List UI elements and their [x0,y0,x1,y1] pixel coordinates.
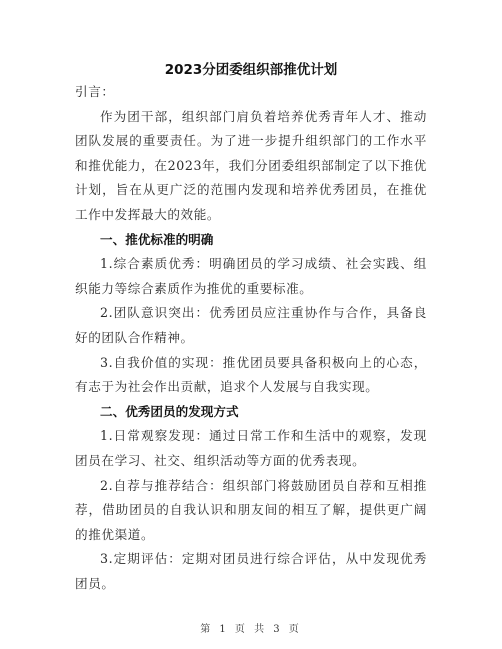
intro-label: 引言： [75,84,115,99]
section-item: 3.定期评估：定期对团员进行综合评估，从中发现优秀团员。 [75,551,427,591]
section-item: 2.团队意识突出：优秀团员应注重协作与合作，具备良好的团队合作精神。 [75,305,427,345]
document-body [75,80,427,596]
section-heading: 一、推优标准的明确 [100,231,214,247]
intro-paragraph: 作为团干部，组织部门肩负着培养优秀青年人才、推动团队发展的重要责任。为了进一步提升组织部门的工作水平和推优能力，在2023年，我们分团委组织部制定了以下推优计划，旨在从更广泛的范围内发现和培养优秀团员，在推优工作中发挥最大的效能。 [75,108,427,222]
document-title: 2023分团委组织部推优计划 [164,62,338,78]
section-item: 3.自我价值的实现：推优团员要具备积极向上的心态，有志于为社会作出贡献，追求个人发展与自我实现。 [75,354,427,395]
section-item: 2.自荐与推荐结合：组织部门将鼓励团员自荐和互相推荐，借助团员的自我认识和朋友间的相互了解，提供更广阔的推优渠道。 [75,477,427,542]
section-item: 1.综合素质优秀：明确团员的学习成绩、社会实践、组织能力等综合素质作为推优的重要标准。 [75,256,427,296]
page-footer: 第 1 页 共 3 页 [200,624,302,635]
section-heading: 二、优秀团员的发现方式 [100,403,239,419]
section-item: 1.日常观察发现：通过日常工作和生活中的观察，发现团员在学习、社交、组织活动等方面的优秀表现。 [75,428,427,468]
